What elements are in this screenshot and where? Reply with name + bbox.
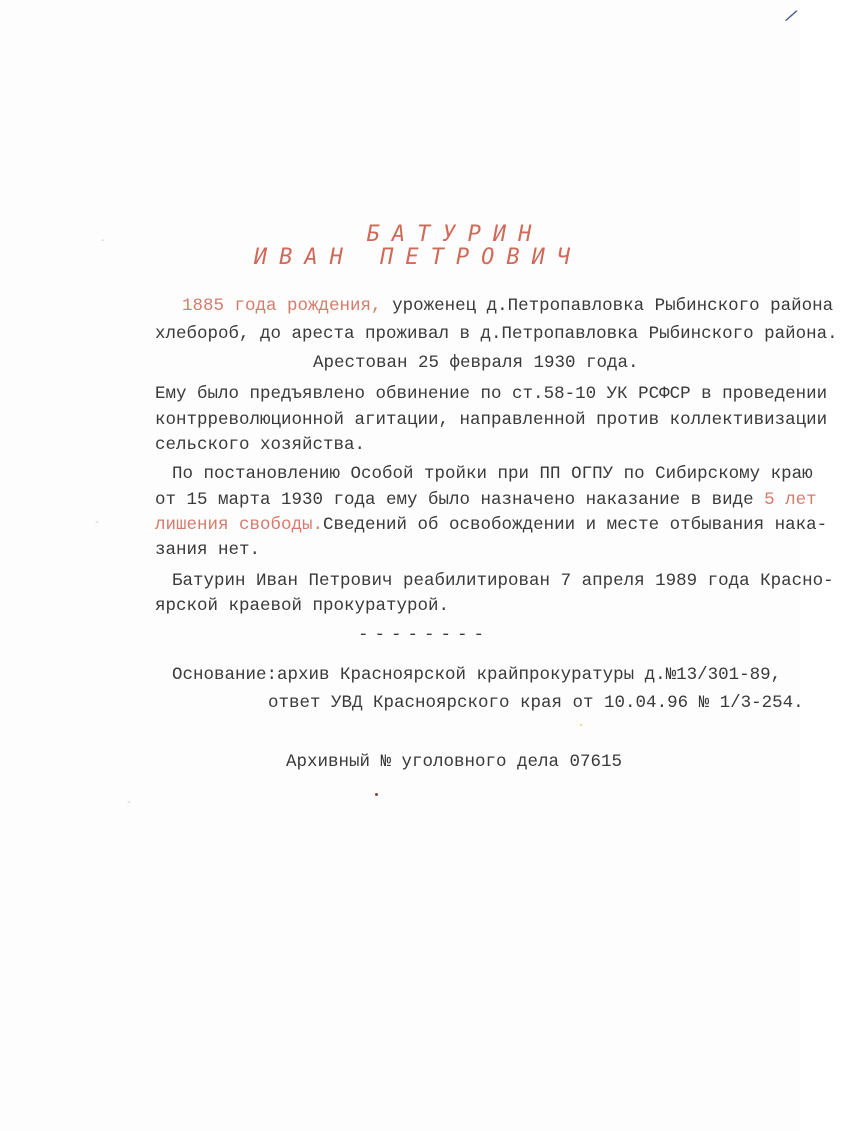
sentence-line-2 [155, 489, 817, 511]
sentence-text: от 15 марта 1930 года ему было назначено наказание в виде [155, 490, 754, 510]
sentence-type: лишения свободы. [155, 515, 324, 535]
sentence-line-3 [155, 514, 827, 536]
ink-speck [580, 724, 582, 726]
release-info: Сведений об освобождении и месте отбывания нака- [323, 515, 828, 535]
margin-mark: ‐ [100, 236, 107, 247]
sentence-line-4: зания нет. [155, 540, 261, 560]
person-given-name: ИВАН ПЕТРОВИЧ [253, 245, 583, 270]
birth-year: 1885 года рождения, [182, 296, 382, 316]
separator-dashes: -------- [358, 625, 491, 645]
person-surname: БАТУРИН [366, 222, 544, 247]
rehabilitation-line-1: Батурин Иван Петрович реабилитирован 7 апреля 1989 года Красно- [172, 571, 834, 591]
charge-line-1: Ему было предъявлено обвинение по ст.58-10 УК РСФСР в проведении [155, 384, 828, 404]
birthplace-text: уроженец д.Петропавловка Рыбинского района [392, 296, 834, 316]
charge-line-2: контрреволюционной агитации, направленной против коллективизации [155, 410, 828, 430]
ink-speck [375, 793, 378, 796]
basis-line-1: Основание:архив Красноярской крайпрокуратуры д.№13/301-89, [172, 665, 782, 685]
birth-line [182, 295, 833, 317]
archive-case-number: Архивный № уголовного дела 07615 [286, 752, 623, 772]
margin-mark: ‐ [94, 518, 101, 529]
corner-mark: / [782, 6, 800, 30]
sentence-term: 5 лет [764, 490, 817, 510]
basis-line-2: ответ УВД Красноярского края от 10.04.96 № 1/3-254. [268, 693, 804, 713]
arrest-date: Арестован 25 февраля 1930 года. [313, 353, 639, 373]
rehabilitation-line-2: ярской краевой прокуратурой. [155, 596, 450, 616]
residence-line: хлебороб, до ареста проживал в д.Петропавловка Рыбинского района. [155, 324, 838, 344]
charge-line-3: сельского хозяйства. [155, 435, 366, 455]
margin-mark: ‐ [126, 798, 133, 809]
sentence-line-1: По постановлению Особой тройки при ПП ОГПУ по Сибирскому краю [172, 464, 813, 484]
